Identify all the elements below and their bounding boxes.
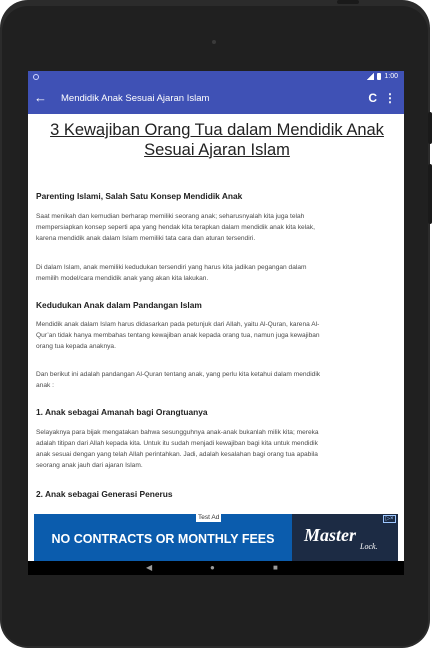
app-bar <box>28 84 404 114</box>
paragraph <box>36 427 392 471</box>
battery-icon <box>377 73 381 80</box>
paragraph-line: Dan berikut ini adalah pandangan Al-Quran tentang anak, yang perlu kita ketahui dalam mendidik <box>36 371 321 378</box>
status-icons <box>367 73 398 80</box>
paragraph-line: Saat menikah dan kemudian berharap memiliki seorang anak; seharusnyalah kita juga telah <box>36 213 305 220</box>
paragraph-line: memilih model/cara mendidik anak yang akan kita lakukan. <box>36 275 209 282</box>
paragraph <box>36 211 392 244</box>
paragraph-line: Di dalam Islam, anak memiliki kedudukan tersendiri yang harus kita jadikan pegangan dalam <box>36 264 307 271</box>
paragraph-line: anak : <box>36 382 54 389</box>
arrow-back-icon[interactable]: ← <box>34 90 47 105</box>
article-content <box>28 114 404 508</box>
refresh-icon[interactable]: C <box>368 91 377 105</box>
side-button-right-1 <box>428 112 432 144</box>
article-title-line-2: Sesuai Ajaran Islam <box>144 141 290 159</box>
paragraph-line: orang tua kepada anaknya. <box>36 343 116 350</box>
paragraph <box>36 369 392 391</box>
more-vertical-icon[interactable]: ⋮ <box>384 91 396 105</box>
app-bar-title: Mendidik Anak Sesuai Ajaran Islam <box>61 93 210 104</box>
paragraph-line: mempersiapkan konsep seperti apa yang hendak kita terapkan dalam mendidik anak kita kelak, <box>36 224 315 231</box>
ad-logo-name: Master <box>304 525 357 545</box>
notification-icon <box>33 74 39 80</box>
paragraph-line: seorang anak jauh dari ajaran Islam. <box>36 462 143 469</box>
ad-label: Test Ad <box>198 514 220 521</box>
signal-icon <box>367 73 374 80</box>
nav-home-icon[interactable]: ● <box>210 563 215 572</box>
section-heading: Parenting Islami, Salah Satu Konsep Mendidik Anak <box>36 191 243 201</box>
paragraph-line: Qur’an tidak hanya membahas tentang kewajiban anak kepada orang tua, namun juga kewajiban <box>36 332 320 339</box>
ad-choices-icon[interactable]: ▷× <box>383 515 396 523</box>
section-heading: 1. Anak sebagai Amanah bagi Orangtuanya <box>36 407 208 417</box>
paragraph-line: anak sesuai dengan yang telah Allah perintahkan. Jadi, adalah kesalahan bagi orang tua apabila <box>36 451 318 458</box>
section-heading: 2. Anak sebagai Generasi Penerus <box>36 489 173 499</box>
status-time: 1:00 <box>384 73 398 80</box>
navigation-bar <box>28 561 404 575</box>
paragraph-line: Mendidik anak dalam Islam harus didasarkan pada petunjuk dari Allah, yaitu Al-Quran, karena Al- <box>36 321 320 328</box>
ad-banner[interactable] <box>34 514 398 561</box>
status-bar <box>28 71 404 84</box>
side-button-top <box>337 0 359 4</box>
ad-text[interactable]: NO CONTRACTS OR MONTHLY FEES <box>51 532 275 546</box>
paragraph-line: adalah titipan dari Allah kepada kita. Untuk itu sudah menjadi kewajiban bagi kita untuk mendidik <box>36 440 318 447</box>
paragraph <box>36 319 392 352</box>
side-button-right-2 <box>428 164 432 224</box>
paragraph-line: karena mendidik anak dalam Islam memiliki tata cara dan aturan tersendiri. <box>36 235 256 242</box>
nav-back-icon[interactable]: ◀ <box>146 563 153 572</box>
article-title-line-1: 3 Kewajiban Orang Tua dalam Mendidik Anak <box>50 121 384 139</box>
nav-recents-icon[interactable]: ■ <box>273 563 278 572</box>
article-title <box>42 120 392 160</box>
ad-logo-sub: Lock. <box>360 542 378 551</box>
section-heading: Kedudukan Anak dalam Pandangan Islam <box>36 300 202 310</box>
paragraph <box>36 262 392 284</box>
camera <box>212 40 216 44</box>
app-screen <box>28 71 404 575</box>
paragraph-line: Selayaknya para bijak mengatakan bahwa sesungguhnya anak-anak bukanlah milik kita; mereka <box>36 429 319 436</box>
